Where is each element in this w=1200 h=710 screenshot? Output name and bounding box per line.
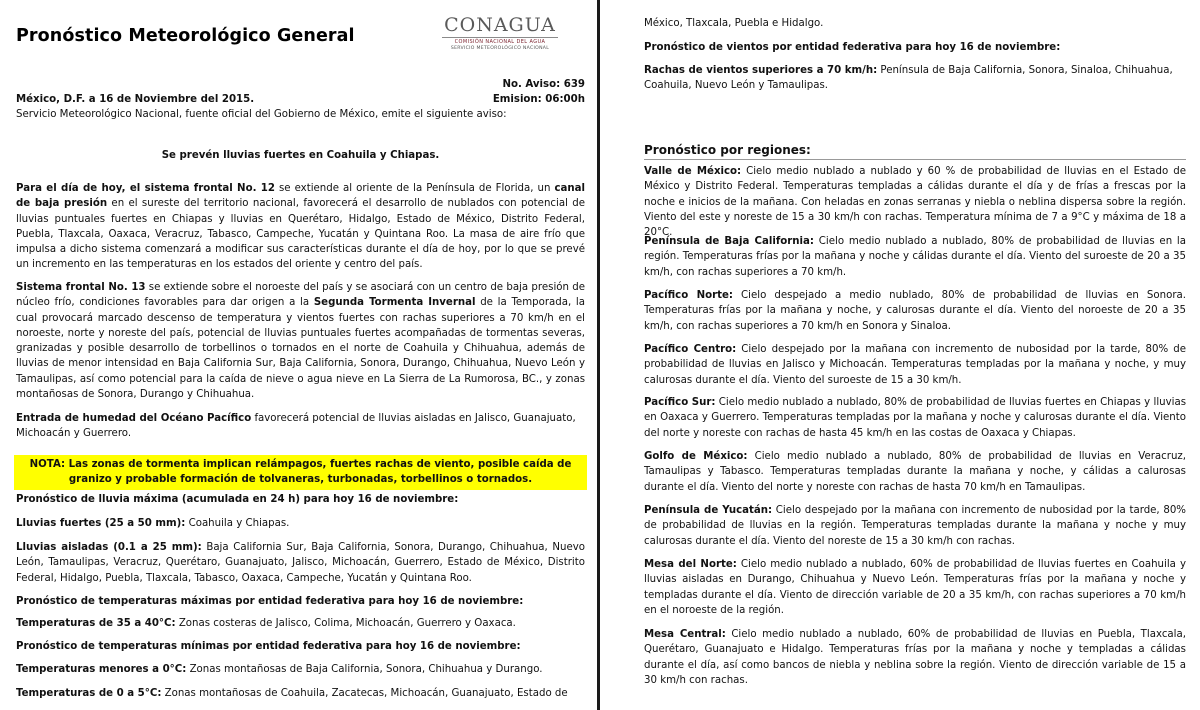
p3-text: favorecerá potencial de lluvias aisladas en Jalisco, Guanajuato, Michoacán y Guerrero.	[16, 413, 576, 440]
tmax-text: Zonas costeras de Jalisco, Colima, Michoacán, Guerrero y Oaxaca.	[175, 618, 516, 629]
lluvias-fuertes	[16, 516, 585, 531]
tmin2-text: Zonas montañosas de Coahuila, Zacatecas, Michoacán, Guanajuato, Estado de	[161, 688, 568, 699]
region-name: Mesa Central:	[644, 629, 726, 640]
p1-text-2: en el sureste del territorio nacional, favorecerá el desarrollo de nublados con potencial de lluvias puntuales fuertes en Chiapas y lluvias en Querétaro, Hidalgo, Estado de México, Distrito Federal, Puebla, Tlaxcala, Oaxaca, Veracruz, Tabasco, Campeche, Yucatán y Quintana Roo. La masa de aire frío que impulsa a dicho sistema comenzará a modificar sus características durante el día de hoy, por lo que se prevé un incremento en las temperaturas en los estados del oriente y centro del país.	[16, 198, 585, 271]
intro-text: Servicio Meteorológico Nacional, fuente oficial del Gobierno de México, emite el siguiente aviso:	[16, 109, 507, 121]
logo-rule	[442, 37, 558, 38]
region-text: Cielo medio nublado a nublado, 60% de probabilidad de lluvias en Puebla, Tlaxcala, Querétaro, Guanajuato e Hidalgo. Temperaturas frías por la mañana y noche y templadas a cálidas durante el día, así como bancos de niebla y neblina sobre la región. Viento de dirección variable de 15 a 30 km/h con rachas.	[644, 629, 1186, 686]
region-name: Península de Yucatán:	[644, 505, 773, 516]
p1-bold-2: canal de baja presión	[16, 183, 585, 210]
region-text: Cielo medio nublado a nublado, 80% de probabilidad de lluvias en la región. Temperaturas frías por la mañana y noche y cálidas durante el día. Viento del suroeste de 20 a 35 km/h, con rachas superiores a 70 km/h.	[644, 236, 1187, 278]
fuertes-text: Coahuila y Chiapas.	[185, 518, 290, 529]
p2-text-2: de la Temporada, la cual provocará marcado descenso de temperatura y vientos fuertes con rachas superiores a 70 km/h en el noroeste, norte y noreste del país, potencial de lluvias puntuales fuertes acompañadas de tormentas severas, granizadas y posible desarrollo de torbellinos o tornados en el norte de Coahuila y Chihuahua, además de lluvias de menor intensidad en Baja California Sur, Baja California, Sonora, Durango, Chihuahua, Nuevo León y Tamaulipas, así como potencial para la caída de nieve o agua nieve en La Sierra de La Rumorosa, BC., y zonas montañosas de Sonora, Durango y Chihuahua.	[16, 297, 585, 401]
region-text: Cielo medio nublado a nublado, 80% de probabilidad de lluvias fuertes en Chiapas y lluvias en Oaxaca y Guerrero. Temperaturas templadas por la mañana y noche y calurosas durante el día. Viento del norte y noreste con rachas de hasta 45 km/h en las costas de Oaxaca y Chiapas.	[644, 397, 1187, 439]
regiones-title: Pronóstico por regiones:	[644, 143, 1186, 160]
emision: Emision: 06:00h	[492, 94, 585, 106]
fuertes-label: Lluvias fuertes (25 a 50 mm):	[16, 518, 186, 529]
tmin2-label: Temperaturas de 0 a 5°C:	[16, 688, 162, 699]
region-text: Cielo medio nublado a nublado y 60 % de probabilidad de lluvias en el Estado de México y Distrito Federal. Temperaturas templadas a cálidas durante el día y de frías a frescas por la noche e inicios de la mañana. Con heladas en zonas serranas y niebla o neblina dispersa sobre la región. Viento del este y noreste de 15 a 30 km/h con rachas. Temperatura mínima de 7 a 9°C y máxima de 18 a 20°C.	[644, 166, 1186, 239]
page-divider	[597, 0, 600, 710]
logo-subtitle-1: COMISIÓN NACIONAL DEL AGUA	[454, 39, 546, 45]
region-text: Cielo despejado por la mañana con incremento de nubosidad por la tarde, 80% de probabilidad de lluvias en Jalisco y Michoacán. Temperaturas templadas por la mañana y noche, y muy calurosas durante el día. Viento del suroeste de 15 a 30 km/h.	[644, 344, 1186, 386]
tmin1-label: Temperaturas menores a 0°C:	[16, 664, 187, 675]
region-name: Península de Baja California:	[644, 236, 814, 247]
paragraph-pacifico	[16, 411, 585, 442]
logo-subtitle-2: SERVICIO METEOROLÓGICO NACIONAL	[450, 46, 550, 51]
region-valle	[602, 164, 1200, 240]
continuation-text: México, Tlaxcala, Puebla e Hidalgo.	[644, 18, 824, 29]
right-page	[602, 0, 1200, 710]
tmax-title: Pronóstico de temperaturas máximas por entidad federativa para hoy 16 de noviembre:	[16, 596, 524, 607]
region-text: Cielo medio nublado a nublado, 80% de probabilidad de lluvias en Veracruz, Tamaulipas y Tabasco. Temperaturas templadas durante la mañana y noche, y cálidas a calurosas durante el día. Viento del norte y noreste con rachas de hasta 70 km/h en Tamaulipas.	[644, 451, 1186, 493]
p2-bold-2: Segunda Tormenta Invernal	[313, 297, 476, 309]
region-text: Cielo despejado a medio nublado, 80% de probabilidad de lluvias en Sonora. Temperaturas frías por la mañana y noche, y calurosas durante el día. Viento del noroeste de 20 a 35 km/h, con rachas superiores a 70 km/h en Sonora y Sinaloa.	[644, 290, 1186, 332]
logo-wordmark: CONAGUA	[444, 14, 556, 36]
p1-bold-1: Para el día de hoy, el sistema frontal No. 12	[16, 183, 275, 194]
left-page	[0, 0, 597, 710]
p1-text-1: se extiende al oriente de la Península de Florida, un	[274, 183, 555, 194]
conagua-logo	[430, 14, 570, 52]
aisladas-text: Baja California Sur, Baja California, Sonora, Durango, Chihuahua, Nuevo León, Tamaulipas, Veracruz, Querétaro, Guanajuato, Jalisco, Michoacán, Guerrero, Estado de México, Distrito Federal, Hidalgo, Puebla, Tlaxcala, Tabasco, Oaxaca, Campeche, Yucatán y Quintana Roo.	[16, 542, 585, 584]
region-mesa-central	[602, 627, 1200, 688]
lluvias-aisladas	[16, 540, 585, 586]
tmin1-text: Zonas montañosas de Baja California, Sonora, Chihuahua y Durango.	[186, 664, 543, 675]
region-yucatan	[602, 503, 1200, 549]
p2-bold-1: Sistema frontal No. 13	[16, 282, 146, 293]
lluvia-title: Pronóstico de lluvia máxima (acumulada en 24 h) para hoy 16 de noviembre:	[16, 494, 459, 505]
region-name: Golfo de México:	[644, 451, 748, 462]
headline: Se prevén lluvias fuertes en Coahuila y Chiapas.	[161, 150, 440, 161]
region-pacifico-sur	[602, 395, 1200, 441]
region-text: Cielo despejado por la mañana con incremento de nubosidad por la tarde, 80% de probabilidad de lluvias en la región. Temperaturas templadas durante la mañana y noche y muy calurosas durante el día. Viento del noreste de 15 a 30 km/h con rachas.	[644, 505, 1186, 547]
aviso-number: No. Aviso: 639	[502, 79, 585, 90]
paragraph-frontal-12	[16, 181, 585, 273]
p2-text-1: se extiende sobre el noroeste del país y se asociará con un centro de baja presión de núcleo frío, condiciones favorables para dar origen a la	[16, 282, 585, 309]
rachas-text: Península de Baja California, Sonora, Sinaloa, Chihuahua, Coahuila, Nuevo León y Tamaulipas.	[644, 65, 1173, 92]
region-golfo-mexico	[602, 449, 1200, 495]
region-pacifico-centro	[602, 342, 1200, 388]
fecha: México, D.F. a 16 de Noviembre del 2015.	[16, 94, 255, 106]
region-text: Cielo medio nublado a nublado, 60% de probabilidad de lluvias fuertes en Coahuila y lluvias aisladas en Durango, Chihuahua y Nuevo León. Temperaturas frías por la mañana y noche y templadas durante el día. Viento de dirección variable de 20 a 35 km/h, con rachas superiores a 70 km/h en el noroeste de la región.	[644, 559, 1186, 616]
paragraph-frontal-13	[16, 280, 585, 402]
region-name: Pacífico Centro:	[644, 344, 737, 355]
region-pacifico-norte	[602, 288, 1200, 334]
tmin-row-1	[16, 662, 585, 677]
nota-highlight: NOTA: Las zonas de tormenta implican relámpagos, fuertes rachas de viento, posible caída de granizo y probable formación de tolvaneras, turbonadas, torbellinos o tornados.	[14, 455, 587, 490]
p3-bold: Entrada de humedad del Océano Pacífico	[16, 413, 252, 424]
tmin-title: Pronóstico de temperaturas mínimas por entidad federativa para hoy 16 de noviembre:	[16, 641, 521, 652]
tmax-row	[16, 616, 585, 631]
region-name: Pacífico Norte:	[644, 290, 733, 301]
region-mesa-norte	[602, 557, 1200, 618]
vientos-title: Pronóstico de vientos por entidad federativa para hoy 16 de noviembre:	[644, 42, 1061, 53]
aisladas-label: Lluvias aisladas (0.1 a 25 mm):	[16, 542, 202, 553]
page-title: Pronóstico Meteorológico General	[16, 26, 355, 46]
rachas-label: Rachas de vientos superiores a 70 km/h:	[644, 65, 878, 76]
rachas-row	[644, 63, 1186, 94]
region-name: Valle de México:	[644, 166, 742, 177]
region-name: Pacífico Sur:	[644, 397, 716, 408]
tmax-label: Temperaturas de 35 a 40°C:	[16, 618, 176, 629]
region-baja-california	[602, 234, 1200, 280]
region-name: Mesa del Norte:	[644, 559, 737, 570]
tmin-row-2	[16, 686, 585, 701]
